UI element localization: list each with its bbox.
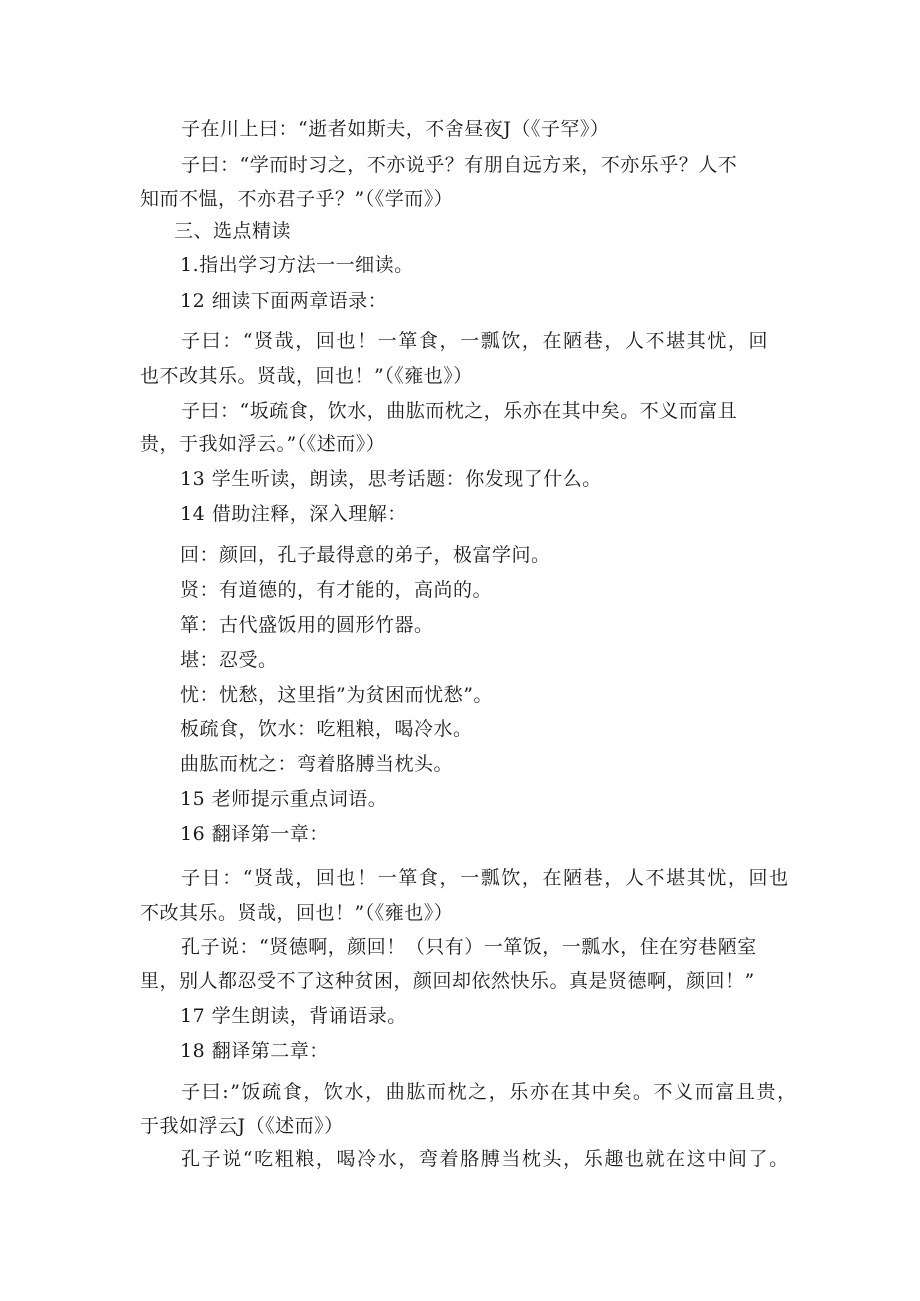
annotation-line: 箪：古代盛饭用的圆形竹器。 xyxy=(180,614,434,636)
text-line: 子曰：“贤哉，回也！一箪食，一瓢饮，在陋巷，人不堪其忧，回 xyxy=(181,330,770,352)
list-item: 17 学生朗读，背诵语录。 xyxy=(180,1005,407,1027)
text-line: 不改其乐。贤哉，回也！”（《雍也》） xyxy=(140,902,454,924)
annotation-line: 堪：忍受。 xyxy=(180,649,278,671)
list-item: 16 翻译第一章： xyxy=(180,823,329,845)
text-line: 子曰：“坂疏食，饮水，曲肱而枕之，乐亦在其中矣。不义而富且 xyxy=(181,400,738,422)
text-line: 子在川上曰：“逝者如斯夫，不舍昼夜J（《子罕》） xyxy=(181,118,610,140)
text-line: 子曰:”饭疏食，饮水，曲肱而枕之，乐亦在其中矣。不义而富且贵， xyxy=(181,1081,798,1103)
text-line: 知而不愠，不亦君子乎？”（《学而》） xyxy=(140,188,454,210)
text-line: 子日：“贤哉，回也！一箪食，一瓢饮，在陋巷，人不堪其忧，回也 xyxy=(181,867,790,889)
text-line: 孔子说“吃粗粮，喝冷水，弯着胳膊当枕头，乐趣也就在这中间了。 xyxy=(181,1148,790,1170)
text-line: 于我如浮云J（《述而》） xyxy=(140,1115,344,1137)
list-item: 1.指出学习方法一一细读。 xyxy=(180,254,414,276)
text-line: 孔子说：“贤德啊，颜回！（只有）一箪饭，一瓢水，住在穷巷陋室 xyxy=(181,936,757,958)
list-item: 18 翻译第二章： xyxy=(180,1040,329,1062)
annotation-line: 回：颜回，孔子最得意的弟子，极富学问。 xyxy=(180,544,551,566)
annotation-line: 板疏食，饮水：吃粗粮，喝冷水。 xyxy=(180,718,473,740)
annotation-line: 贤：有道德的，有才能的，高尚的。 xyxy=(180,579,493,601)
list-item: 14 借助注释，深入理解： xyxy=(180,503,407,525)
annotation-line: 曲肱而枕之：弯着胳膊当枕头。 xyxy=(180,753,454,775)
text-line: 贵，于我如浮云。”（《述而》） xyxy=(140,433,386,455)
text-line: 也不改其乐。贤哉，回也！”（《雍也》） xyxy=(140,365,473,387)
list-item: 13 学生听读，朗读，思考话题：你发现了什么。 xyxy=(180,468,602,490)
text-line: 子曰：“学而时习之，不亦说乎？有朋自远方来，不亦乐乎？人不 xyxy=(181,154,738,176)
list-item: 12 细读下面两章语录： xyxy=(180,290,388,312)
annotation-line: 忧：忧愁，这里指”为贫困而忧愁”。 xyxy=(180,684,493,706)
list-item: 15 老师提示重点词语。 xyxy=(180,788,388,810)
text-line: 里，别人都忍受不了这种贫困，颜回却依然快乐。真是贤德啊，颜回！” xyxy=(140,970,755,992)
section-heading: 三、选点精读 xyxy=(174,220,292,242)
